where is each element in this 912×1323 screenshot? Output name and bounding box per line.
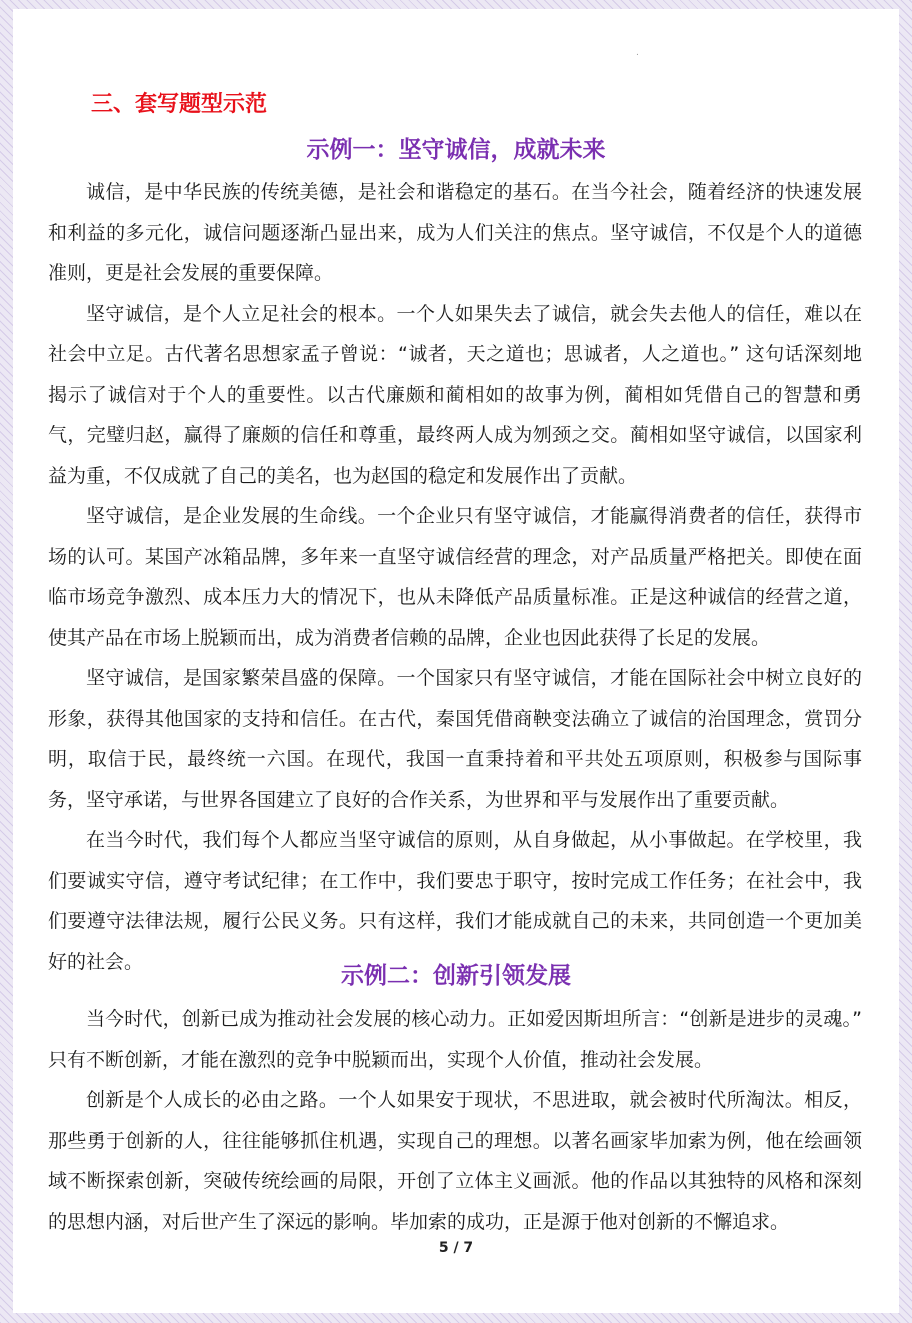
corner-mark: .: [636, 48, 639, 58]
paragraph: 坚守诚信，是国家繁荣昌盛的保障。一个国家只有坚守诚信，才能在国际社会中树立良好的形象，获得其他国家的支持和信任。在古代，秦国凭借商鞅变法确立了诚信的治国理念，赏罚分明，取信于民，最终统一六国。在现代，我国一直秉持着和平共处五项原则，积极参与国际事务，坚守承诺，与世界各国建立了良好的合作关系，为世界和平与发展作出了重要贡献。: [48, 667, 862, 811]
section-heading: 三、套写题型示范: [91, 92, 268, 117]
document-page: [13, 9, 899, 1313]
paragraph: 创新是个人成长的必由之路。一个人如果安于现状，不思进取，就会被时代所淘汰。相反，那些勇于创新的人，往往能够抓住机遇，实现自己的理想。以著名画家毕加索为例，他在绘画领域不断探索创新，突破传统绘画的局限，开创了立体主义画派。他的作品以其独特的风格和深刻的思想内涵，对后世产生了深远的影响。毕加索的成功，正是源于他对创新的不懈追求。: [48, 1089, 862, 1233]
paragraph: 诚信，是中华民族的传统美德，是社会和谐稳定的基石。在当今社会，随着经济的快速发展和利益的多元化，诚信问题逐渐凸显出来，成为人们关注的焦点。坚守诚信，不仅是个人的道德准则，更是社会发展的重要保障。: [48, 181, 862, 284]
example-one-body: [48, 172, 862, 982]
paragraph: 坚守诚信，是个人立足社会的根本。一个人如果失去了诚信，就会失去他人的信任，难以在社会中立足。古代著名思想家孟子曾说：“诚者，天之道也；思诚者，人之道也。” 这句话深刻地揭示了诚信对于个人的重要性。以古代廉颇和蔺相如的故事为例，蔺相如凭借自己的智慧和勇气，完璧归赵，赢得了廉颇的信任和尊重，最终两人成为刎颈之交。蔺相如坚守诚信，以国家利益为重，不仅成就了自己的美名，也为赵国的稳定和发展作出了贡献。: [48, 302, 862, 487]
example-two-body: [48, 999, 862, 1242]
paragraph: 坚守诚信，是企业发展的生命线。一个企业只有坚守诚信，才能赢得消费者的信任，获得市场的认可。某国产冰箱品牌，多年来一直坚守诚信经营的理念，对产品质量严格把关。即使在面临市场竞争激烈、成本压力大的情况下，也从未降低产品质量标准。正是这种诚信的经营之道，使其产品在市场上脱颖而出，成为消费者信赖的品牌，企业也因此获得了长足的发展。: [48, 505, 862, 649]
example-one-title: 示例一：坚守诚信，成就未来: [306, 137, 606, 163]
example-two-title: 示例二：创新引领发展: [341, 963, 571, 989]
paragraph: 在当今时代，我们每个人都应当坚守诚信的原则，从自身做起，从小事做起。在学校里，我们要诚实守信，遵守考试纪律；在工作中，我们要忠于职守，按时完成工作任务；在社会中，我们要遵守法律法规，履行公民义务。只有这样，我们才能成就自己的未来，共同创造一个更加美好的社会。: [48, 829, 862, 973]
page-number: 5 / 7: [438, 1240, 474, 1256]
paragraph: 当今时代，创新已成为推动社会发展的核心动力。正如爱因斯坦所言：“创新是进步的灵魂。” 只有不断创新，才能在激烈的竞争中脱颖而出，实现个人价值，推动社会发展。: [48, 1008, 862, 1071]
